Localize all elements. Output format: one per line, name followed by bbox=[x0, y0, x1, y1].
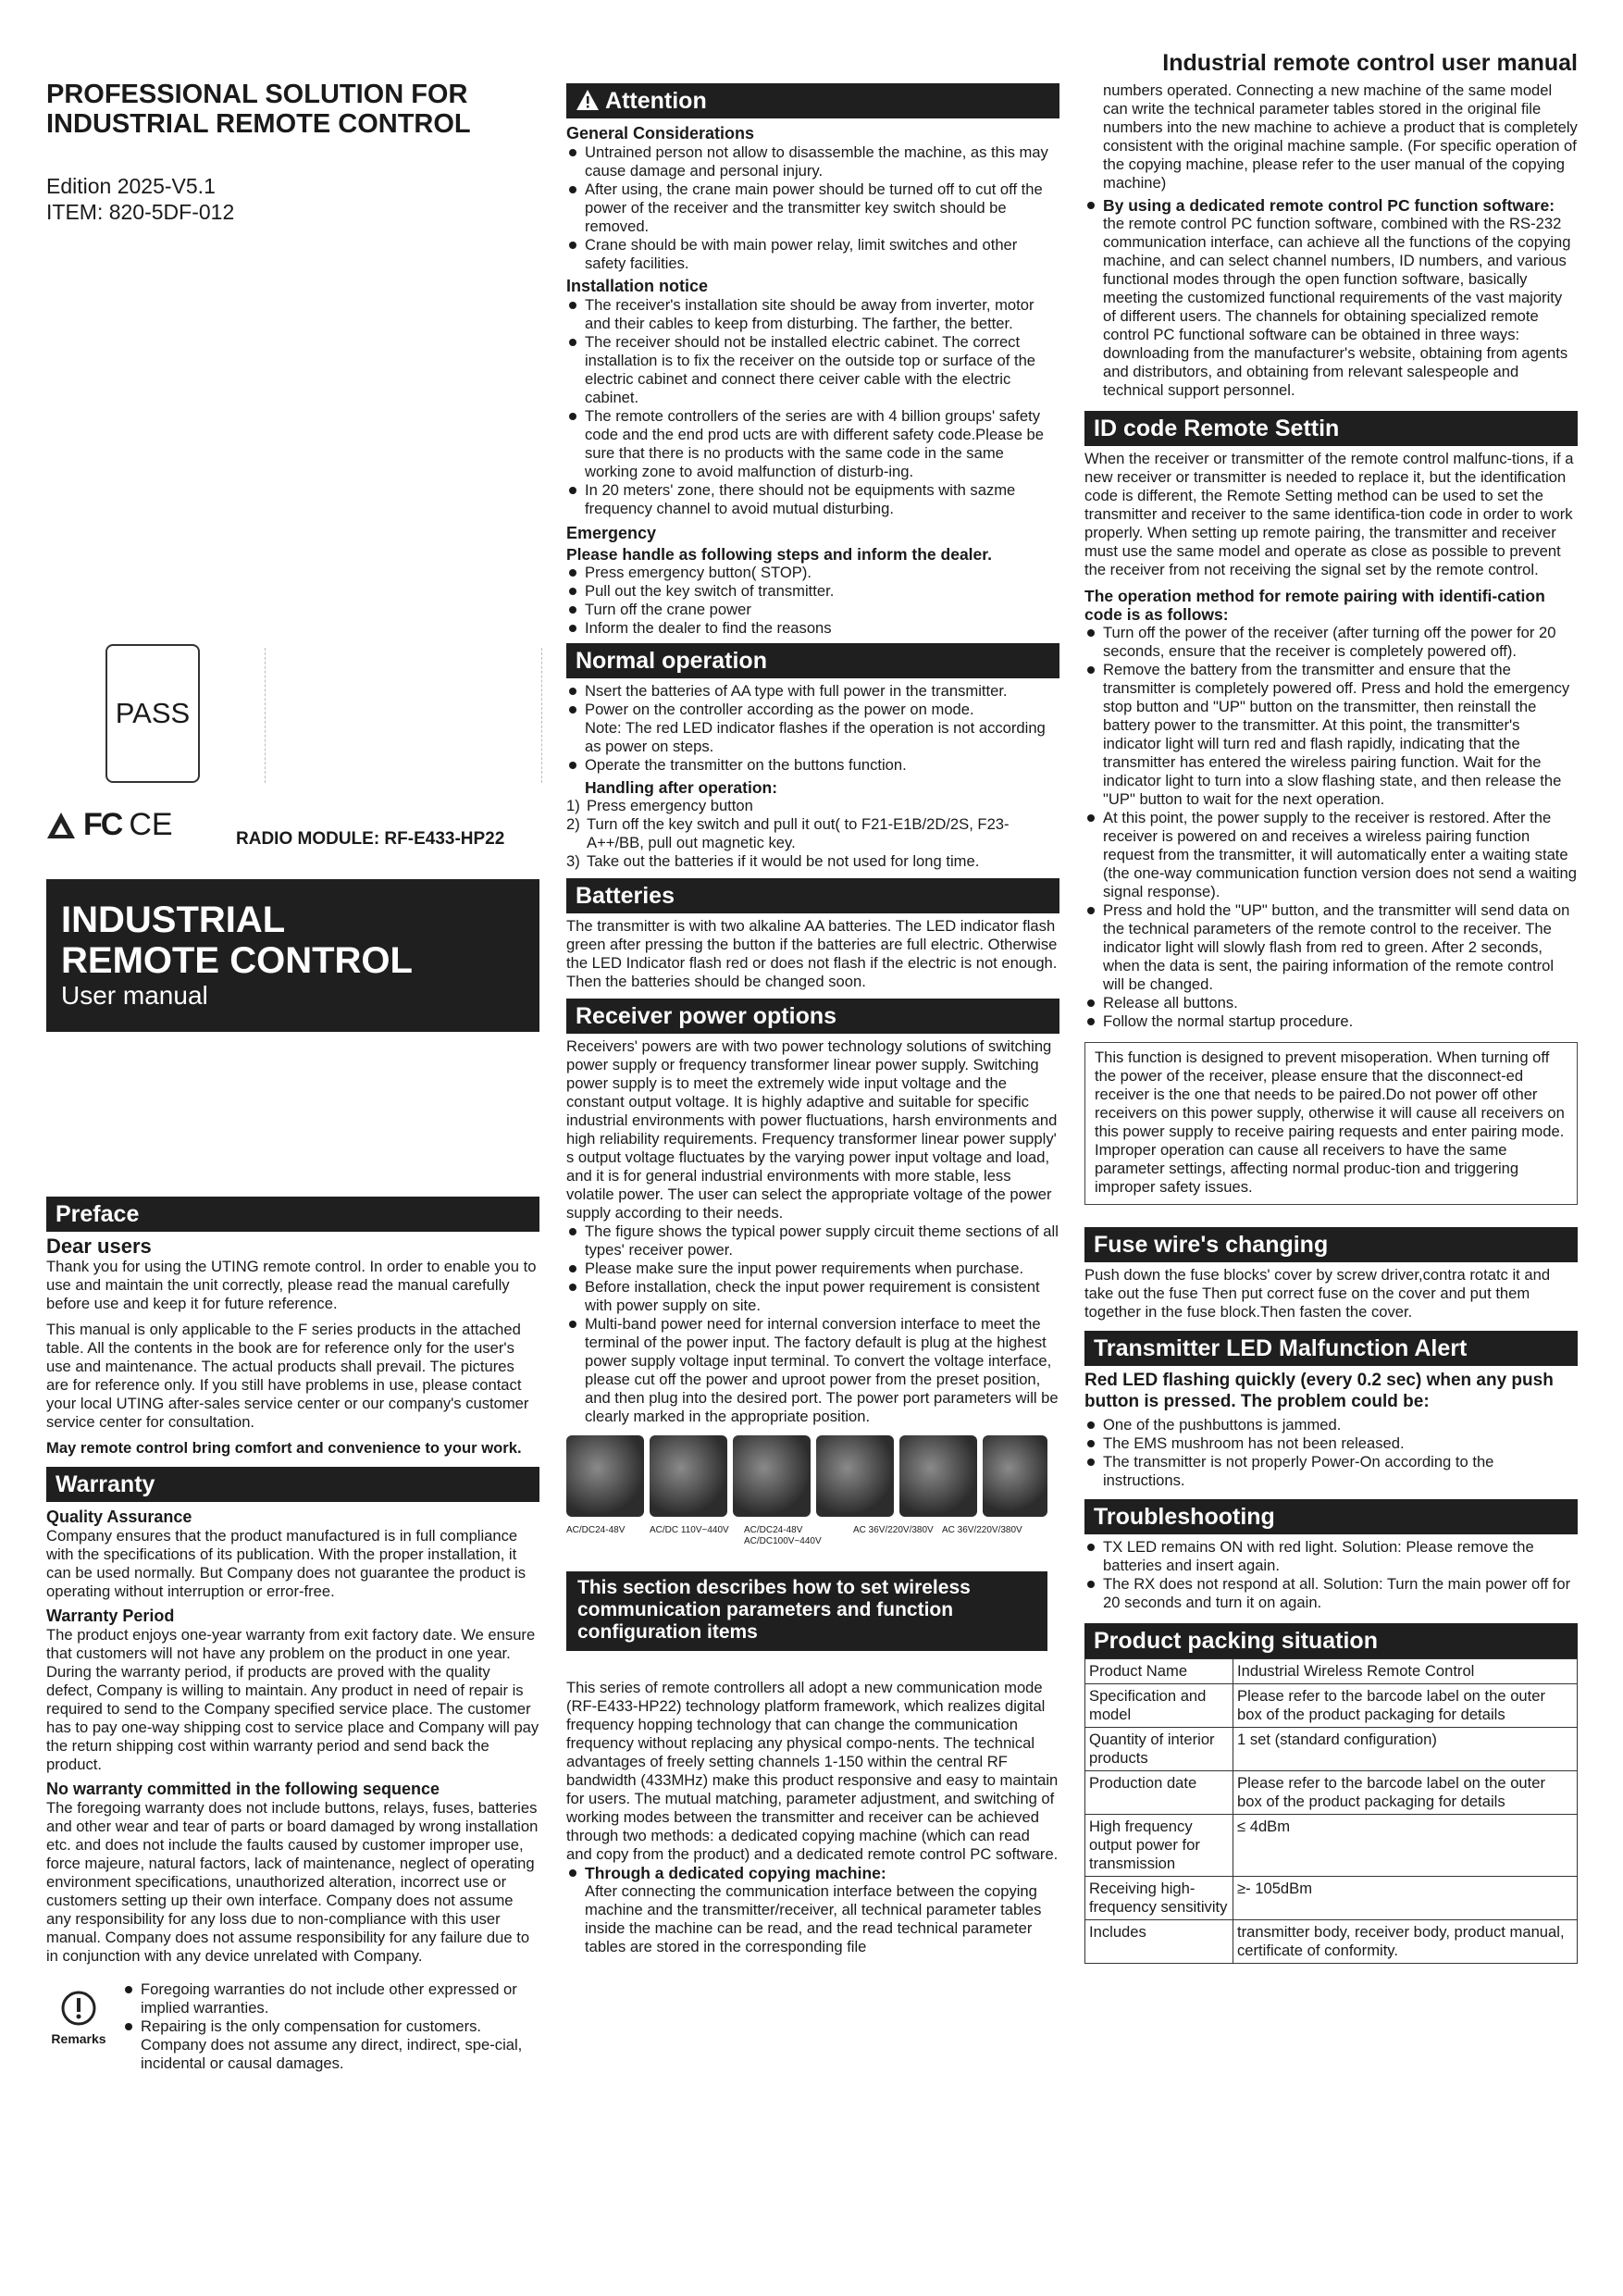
packing-header: Product packing situation bbox=[1084, 1623, 1578, 1658]
list-item: Please make sure the input power requirements when purchase. bbox=[566, 1260, 1059, 1278]
remarks-label: Remarks bbox=[51, 2031, 106, 2046]
installation-notice-heading: Installation notice bbox=[566, 277, 709, 295]
list-item: In 20 meters' zone, there should not be equipments with sazme frequency channel to avoid mutual disturbing. bbox=[566, 481, 1059, 518]
emergency-subheading: Please handle as following steps and inform the dealer. bbox=[566, 545, 992, 564]
power-board-photo bbox=[733, 1435, 811, 1517]
list-item: Turn off the crane power bbox=[566, 601, 1059, 619]
pass-label: PASS bbox=[115, 697, 191, 729]
list-item: Untrained person not allow to disassemble the machine, as this may cause damage and personal injury. bbox=[566, 143, 1059, 180]
warranty-period-heading: Warranty Period bbox=[46, 1607, 175, 1625]
title-subtitle: User manual bbox=[61, 981, 208, 1010]
led-alert-header: Transmitter LED Malfunction Alert bbox=[1084, 1331, 1578, 1366]
numbered-item: 1) Press emergency button bbox=[566, 797, 753, 814]
batteries-header: Batteries bbox=[566, 878, 1059, 913]
brand-line-1: PROFESSIONAL SOLUTION FOR bbox=[46, 80, 468, 109]
list-item: The receiver should not be installed electric cabinet. The correct installation is to fix the receiver on the outside top or surface of the electric cabinet and connect there ceiver cable with the electric cabinet. bbox=[566, 333, 1059, 407]
table-row: Includes transmitter body, receiver body, product manual, certificate of conformity. bbox=[1085, 1920, 1578, 1964]
brand-line-2: INDUSTRIAL REMOTE CONTROL bbox=[46, 109, 471, 139]
radio-module: RADIO MODULE: RF-E433-HP22 bbox=[236, 829, 505, 849]
list-item: The transmitter is not properly Power-On according to the instructions. bbox=[1084, 1453, 1578, 1490]
troubleshooting-header: Troubleshooting bbox=[1084, 1499, 1578, 1534]
table-row: Quantity of interior products 1 set (standard configuration) bbox=[1085, 1728, 1578, 1771]
pc-software-heading: By using a dedicated remote control PC function software: bbox=[1084, 196, 1578, 215]
copying-continued-text: numbers operated. Connecting a new machine of the same model can write the technical parameter tables stored in the original file numbers into the new machine to achieve a product that is completely consistent with the original machine sample. (For specific operation of the copying machine, please refer to the user manual of the copying machine) bbox=[1103, 81, 1578, 192]
power-board-photo bbox=[899, 1435, 977, 1517]
list-item: Press emergency button( STOP). bbox=[566, 564, 1059, 582]
title-line-2: REMOTE CONTROL bbox=[61, 940, 413, 981]
copying-machine-text: After connecting the communication interface between the copying machine and the transmitter/receiver, all technical parameter tables inside the machine can be read, and the read technical parameter tables are stored in the corresponding file bbox=[585, 1882, 1042, 1955]
power-board-photo bbox=[983, 1435, 1047, 1517]
normal-operation-header: Normal operation bbox=[566, 643, 1059, 678]
photo-captions bbox=[566, 1525, 1059, 1547]
quality-assurance-text: Company ensures that the product manufactured is in full compliance with the specifications of its publication. With the proper installation, it can be used normally. But Company does not guarantee the product is operating without interruption or error-free. bbox=[46, 1527, 527, 1600]
manual-header: Industrial remote control user manual bbox=[1162, 50, 1578, 76]
list-item: Crane should be with main power relay, limit switches and other safety facilities. bbox=[566, 236, 1059, 273]
list-item: Press and hold the "UP" button, and the transmitter will send data on the technical parameters of the remote control to the receiver. The indicator light will slowly flash from red to green. After 2 seconds, when the data is sent, the pairing information of the remote control will be changed. bbox=[1084, 901, 1578, 994]
list-item: The EMS mushroom has not been released. bbox=[1084, 1434, 1578, 1453]
list-item: The receiver's installation site should be away from inverter, motor and their cables to keep from disturbing. The farther, the better. bbox=[566, 296, 1059, 333]
list-item: Follow the normal startup procedure. bbox=[1084, 1012, 1578, 1031]
id-code-text: When the receiver or transmitter of the remote control malfunc-tions, if a new receiver or transmitter is needed to replace it, but the identification code is different, the Remote Setting method can be used to set the transmitter and receiver to the same identifica-tion code in order to work properly. When setting up remote pairing, the transmitter and receiver must use the same model and operate as close as possible to prevent the receiver from not receiving the signal set by the remote control. bbox=[1084, 450, 1574, 578]
fc-logo: FC bbox=[83, 807, 122, 842]
certification-logos bbox=[46, 807, 173, 843]
remark-item: Repairing is the only compensation for customers. Company does not assume any direct, indirect, spe-cial, incidental or causal damages. bbox=[122, 2017, 539, 2073]
emergency-heading: Emergency bbox=[566, 524, 657, 542]
title-line-1: INDUSTRIAL bbox=[61, 900, 286, 940]
preface-paragraph-2: This manual is only applicable to the F series products in the attached table. All the contents in the book are for reference only for the user's use and maintenance. The actual products shall prevail. The pictures are for reference only. If you still have problems in use, please contact your local UTING after-sales service center or our company's customer service center for consultation. bbox=[46, 1321, 529, 1431]
packing-table bbox=[1084, 1658, 1578, 1964]
copying-machine-heading: Through a dedicated copying machine: bbox=[566, 1864, 1059, 1882]
wireless-section-header: This section describes how to set wireless communication parameters and function configuration items bbox=[566, 1571, 1047, 1651]
numbered-item: 2) Turn off the key switch and pull it out( to F21-E1B/2D/2S, F23-A++/BB, pull out magnetic key. bbox=[566, 815, 1010, 851]
batteries-text: The transmitter is with two alkaline AA batteries. The LED indicator flash green after pressing the button if the batteries are full electric. Otherwise the LED Indicator flash red or does not flash if the electric is not enough. Then the batteries should be changed soon. bbox=[566, 917, 1058, 990]
wireless-text: This series of remote controllers all adopt a new communication mode (RF-E433-HP22) technology platform framework, which realizes digital frequency hopping technology that can change the communication frequency without replacing any physical compo-nents. The technical advantages of freely setting channels 1-150 within the central RF bandwidth (433MHz) make this product responsive and easy to maintain for users. The mutual matching, parameter adjustment, and switching of working modes between the transmitter and receiver can be achieved through two methods: a dedicated copying machine (which can read and copy from the product) and a dedicated remote control PC software. bbox=[566, 1679, 1059, 1863]
list-item: Power on the controller according as the power on mode. bbox=[566, 701, 1059, 719]
remark-item: Foregoing warranties do not include other expressed or implied warranties. bbox=[122, 1980, 539, 2017]
receiver-power-text: Receivers' powers are with two power technology solutions of switching power supply or frequency transformer linear power supply. Switching power supply is to meet the extremely wide input voltage and the constant output voltage. It is highly adaptive and suitable for specific industrial environments with power fluctuations, harsh environments and high reliability requirements. Frequency transformer linear power supply' s output voltage fluctuates by the varying power input voltage and load, and it is for general industrial environments with more stable, less volatile power. The user can select the appropriate voltage of the power supply according to their needs. bbox=[566, 1037, 1058, 1222]
list-item: Multi-band power need for internal conversion interface to meet the terminal of the power input. The factory default is plug at the highest power supply voltage input terminal. To convert the voltage interface, please cut off the power and uproot power from the preset position, and then plug into the desired port. The power port parameters will be clearly marked in the appropriate position. bbox=[566, 1315, 1059, 1426]
list-item: Pull out the key switch of transmitter. bbox=[566, 582, 1059, 601]
table-row: Receiving high-frequency sensitivity ≥- 105dBm bbox=[1085, 1877, 1578, 1920]
pc-software-text: the remote control PC function software, combined with the RS-232 communication interface, can achieve all the functions of the copying machine, and can select channel numbers, ID numbers, and various functional modes through the open function software, basically meeting the customized functional requirements of the vast majority of different users. The channels for obtaining specialized remote control PC functional software can be obtained in three ways: downloading from the manufacturer's website, obtaining from agents and distributors, and obtaining from relevant salespeople and technical support personnel. bbox=[1103, 215, 1571, 399]
warranty-header: Warranty bbox=[46, 1467, 539, 1502]
list-item: The RX does not respond at all. Solution: Turn the main power off for 20 seconds and turn it on again. bbox=[1084, 1575, 1578, 1612]
list-item: At this point, the power supply to the receiver is restored. After the receiver is powered on and receives a wireless pairing function request from the transmitter, it will automatically enter a waiting state (the one-way communication function version does not send a waiting signal response). bbox=[1084, 809, 1578, 901]
table-row: Product Name Industrial Wireless Remote Control bbox=[1085, 1659, 1578, 1684]
fuse-text: Push down the fuse blocks' cover by screw driver,contra rotatc it and take out the fuse Then put correct fuse on the cover and put them together in the fuse block.Then fasten the cover. bbox=[1084, 1266, 1551, 1321]
no-warranty-heading: No warranty committed in the following sequence bbox=[46, 1780, 440, 1798]
list-item: Inform the dealer to find the reasons bbox=[566, 619, 1059, 638]
list-item: One of the pushbuttons is jammed. bbox=[1084, 1416, 1578, 1434]
no-warranty-text: The foregoing warranty does not include buttons, relays, fuses, batteries and other wear and tear of parts or board damaged by wrong installation etc. and does not include the faults caused by customer improper use, force majeure, natural factors, lack of maintenance, neglect of operating environment specifications, unauthorized alteration, incorrect use or customers setting up their own interface. Company does not assume any responsibility for any loss due to non-compliance with this user manual. Company does not assume responsibility for any failure due to in conjunction with any device unrelated with Company. bbox=[46, 1799, 539, 1965]
power-board-photo bbox=[650, 1435, 727, 1517]
item-number: ITEM: 820-5DF-012 bbox=[46, 200, 235, 224]
preface-paragraph-3: May remote control bring comfort and convenience to your work. bbox=[46, 1439, 522, 1457]
list-item: Release all buttons. bbox=[1084, 994, 1578, 1012]
photo-caption: AC/DC24-48V AC/DC100V~440V bbox=[744, 1525, 822, 1546]
pass-stamp bbox=[105, 644, 200, 783]
list-item: Remove the battery from the transmitter and ensure that the transmitter is completely powered off. Press and hold the emergency stop button and "UP" button on the transmitter, then reinstall the battery power to the transmitter. At this point, the transmitter's indicator light will turn red and flash rapidly, indicating that the transmitter has entered the wireless pairing function. Wait for the indicator light to turn into a slow flashing state, and then release the "UP" button to wait for the next operation. bbox=[1084, 661, 1578, 809]
led-alert-subheading: Red LED flashing quickly (every 0.2 sec) when any push button is pressed. The problem could be: bbox=[1084, 1371, 1554, 1411]
preface-greeting: Dear users bbox=[46, 1235, 152, 1258]
numbered-item: 3) Take out the batteries if it would be not used for long time. bbox=[566, 852, 980, 870]
preface-paragraph-1: Thank you for using the UTING remote control. In order to enable you to use and maintain the unit correctly, please read the manual carefully before use and keep it for future reference. bbox=[46, 1258, 537, 1312]
pairing-warning-box: This function is designed to prevent misoperation. When turning off the power of the receiver, please ensure that the disconnect-ed receiver is the one that needs to be paired.Do not power off other receivers on this power supply, otherwise it will cause all receivers on this power supply to receive pairing requests and enter pairing mode. Improper operation can cause all receivers to have the same parameter settings, affecting normal produc-tion and triggering improper safety issues. bbox=[1084, 1042, 1578, 1205]
attention-header bbox=[566, 83, 1059, 118]
fuse-header: Fuse wire's changing bbox=[1084, 1227, 1578, 1262]
remarks-icon-block bbox=[46, 1990, 111, 2046]
table-row: Production date Please refer to the barcode label on the outer box of the product packaging for details bbox=[1085, 1771, 1578, 1815]
list-item: After using, the crane main power should be turned off to cut off the power of the receiver and the transmitter key switch should be removed. bbox=[566, 180, 1059, 236]
remarks bbox=[46, 1980, 539, 2073]
list-item: The figure shows the typical power supply circuit theme sections of all types' receiver power. bbox=[566, 1222, 1059, 1260]
middle-column bbox=[566, 83, 1059, 1956]
photo-caption: AC 36V/220V/380V bbox=[942, 1525, 1022, 1535]
handling-after-operation-heading: Handling after operation: bbox=[585, 778, 778, 797]
photo-caption: AC/DC24-48V bbox=[566, 1525, 626, 1535]
attention-title: Attention bbox=[605, 88, 707, 114]
list-item: TX LED remains ON with red light. Solution: Please remove the batteries and insert again. bbox=[1084, 1538, 1578, 1575]
table-row: Specification and model Please refer to the barcode label on the outer box of the product packaging for details bbox=[1085, 1684, 1578, 1728]
list-item: Nsert the batteries of AA type with full power in the transmitter. bbox=[566, 682, 1059, 701]
exclamation-icon bbox=[60, 1990, 97, 2027]
warranty-period-text: The product enjoys one-year warranty from exit factory date. We ensure that customers will not have any problem on the product in one year. During the warranty period, if products are proved with the quality defect, Company is willing to maintain. Any product in need of repair is required to send to the Company specified service place. The customer has to pay one-way shipping cost to service place and Company will pay the return shipping cost within warranty period and send back the product. bbox=[46, 1626, 539, 1773]
photo-caption: AC 36V/220V/380V bbox=[853, 1525, 934, 1535]
power-board-photo bbox=[566, 1435, 644, 1517]
warning-triangle-logo bbox=[46, 812, 76, 839]
table-row: High frequency output power for transmission ≤ 4dBm bbox=[1085, 1815, 1578, 1877]
list-item: Turn off the power of the receiver (after turning off the power for 20 seconds, ensure that the receiver is completely powered off). bbox=[1084, 624, 1578, 661]
warning-icon bbox=[576, 89, 600, 111]
general-considerations-heading: General Considerations bbox=[566, 124, 755, 143]
power-board-photos bbox=[566, 1435, 1059, 1521]
list-item: The remote controllers of the series are with 4 billion groups' safety code and the end prod ucts are with different safety code.Please be sure that there is no products with the same code in the same working zone to avoid malfunction of disturb-ing. bbox=[566, 407, 1059, 481]
title-banner bbox=[46, 879, 539, 1032]
label-placeholder bbox=[265, 648, 542, 783]
list-item: Before installation, check the input power requirement is consistent with power supply on site. bbox=[566, 1278, 1059, 1315]
id-code-header: ID code Remote Settin bbox=[1084, 411, 1578, 446]
pairing-method-heading: The operation method for remote pairing with identifi-cation code is as follows: bbox=[1084, 587, 1545, 624]
list-item: Operate the transmitter on the buttons function. bbox=[566, 756, 1059, 775]
ce-logo: CE bbox=[129, 807, 173, 842]
receiver-power-options-header: Receiver power options bbox=[566, 999, 1059, 1034]
power-board-photo bbox=[816, 1435, 894, 1517]
normal-operation-note: Note: The red LED indicator flashes if the operation is not according as power on steps. bbox=[585, 719, 1046, 755]
photo-caption: AC/DC 110V~440V bbox=[650, 1525, 729, 1535]
preface-header: Preface bbox=[46, 1197, 539, 1232]
quality-assurance-heading: Quality Assurance bbox=[46, 1508, 192, 1526]
edition: Edition 2025-V5.1 bbox=[46, 174, 216, 198]
